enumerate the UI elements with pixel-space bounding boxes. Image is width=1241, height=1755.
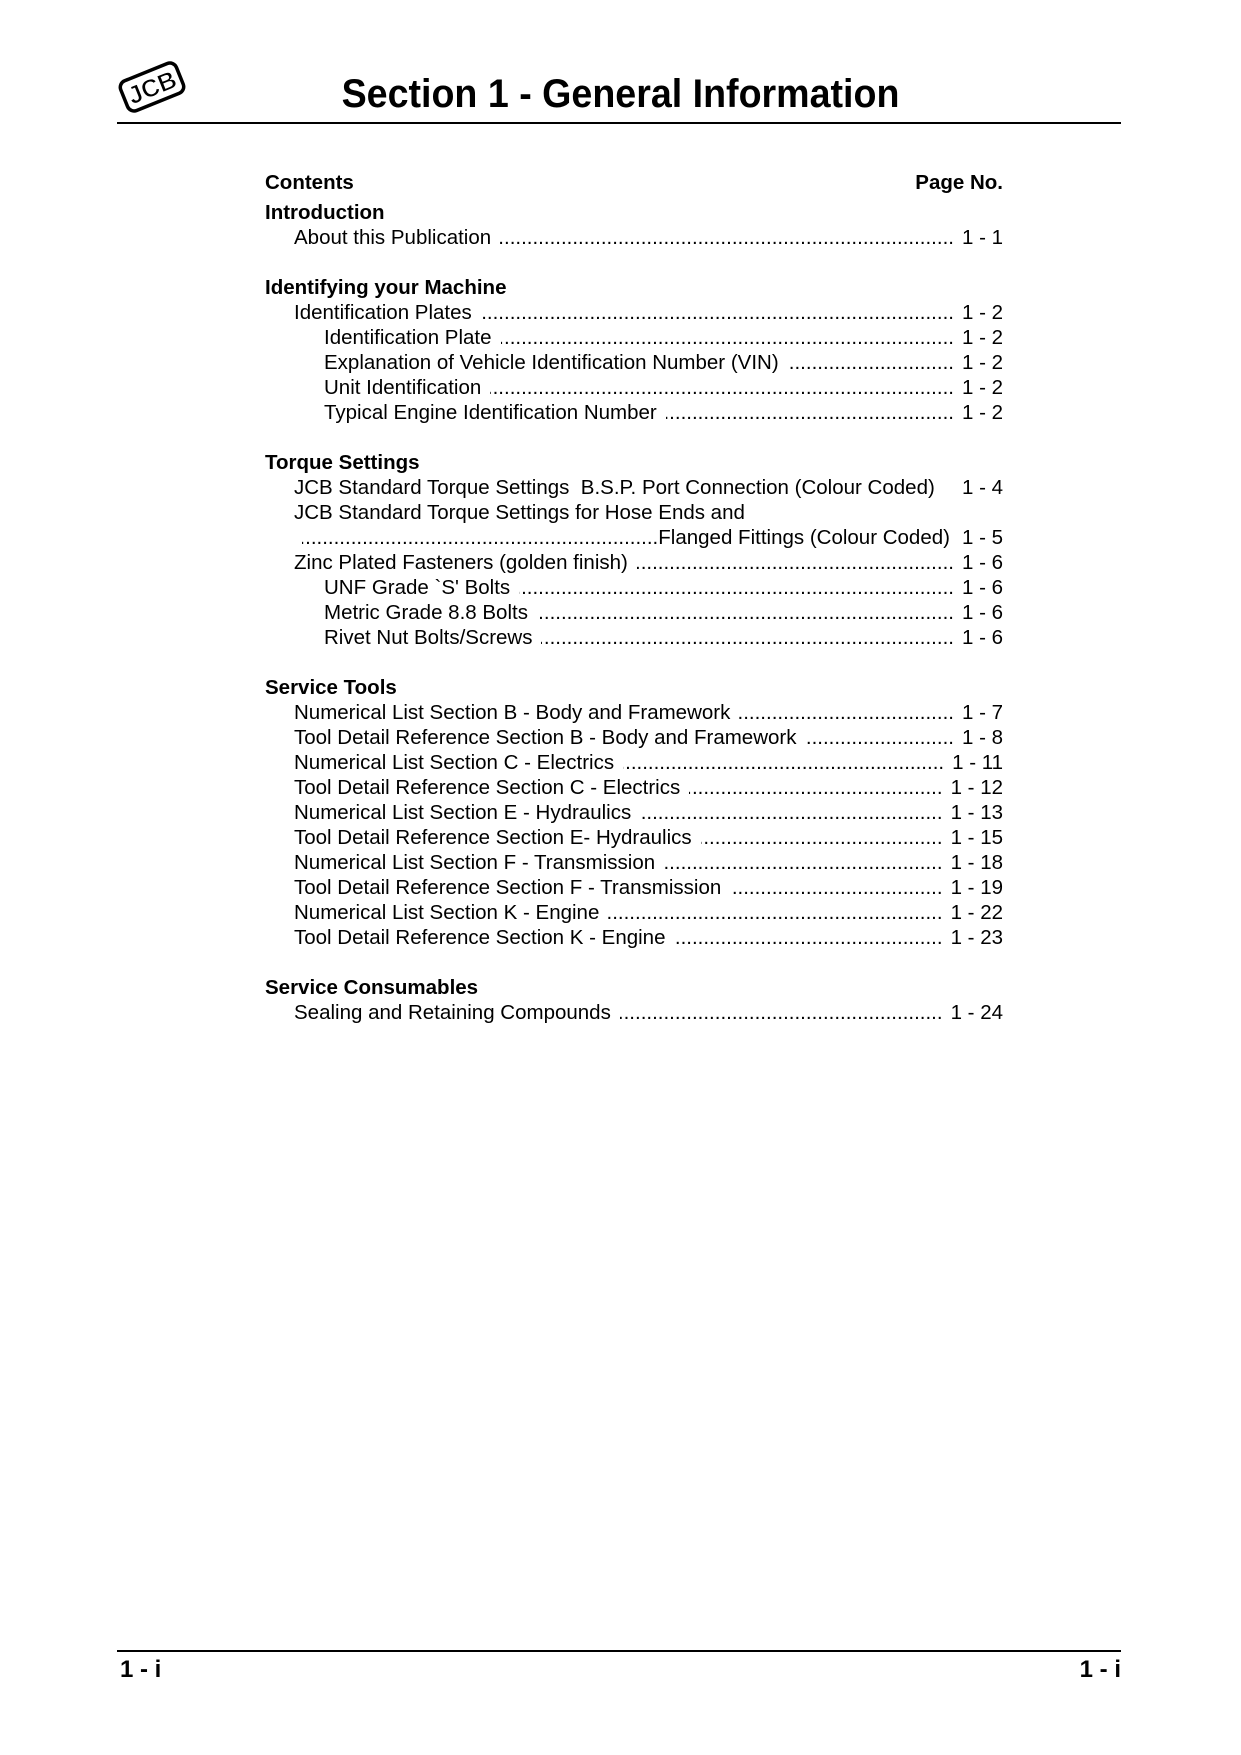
dot-leader	[519, 575, 954, 600]
dot-leader	[608, 900, 942, 925]
section-title: Service Consumables	[265, 976, 479, 999]
toc-entry-page: 1 - 6	[961, 626, 1003, 649]
toc-entry-label: Tool Detail Reference Section F - Transmission	[294, 876, 722, 899]
dot-leader	[674, 925, 942, 950]
toc-entry-page: 1 - 2	[961, 401, 1003, 424]
toc-entry	[265, 800, 1003, 825]
toc-entry-label: Typical Engine Identification Number	[324, 401, 657, 424]
toc-entry-page: 1 - 15	[950, 826, 1003, 849]
toc-entry	[265, 325, 1003, 350]
toc-section-service-consumables	[265, 975, 1003, 1025]
toc-entry-label: Explanation of Vehicle Identification Number (VIN)	[324, 351, 779, 374]
toc-entry-label: Numerical List Section B - Body and Framework	[294, 701, 731, 724]
dot-leader	[620, 1000, 943, 1025]
section-title: Introduction	[265, 201, 385, 224]
toc-entry-page: 1 - 6	[961, 551, 1003, 574]
toc-entry-label: Numerical List Section C - Electrics	[294, 751, 615, 774]
dot-leader	[739, 700, 954, 725]
toc-entry-label: JCB Standard Torque Settings B.S.P. Port Connection (Colour Coded)	[294, 476, 935, 499]
toc-section-introduction	[265, 200, 1003, 250]
toc-entry-label: Metric Grade 8.8 Bolts	[324, 601, 528, 624]
dot-leader	[490, 375, 954, 400]
toc-section-identifying-your-machine	[265, 275, 1003, 425]
toc-entry-page: 1 - 7	[961, 701, 1003, 724]
dot-leader	[537, 600, 954, 625]
toc-entry	[265, 1000, 1003, 1025]
toc-entry	[265, 850, 1003, 875]
toc-entry	[265, 350, 1003, 375]
toc-entry-page: 1 - 5	[961, 526, 1003, 549]
dot-leader	[541, 625, 953, 650]
toc-entry-page: 1 - 1	[961, 226, 1003, 249]
dot-leader	[805, 725, 953, 750]
contents-header-row	[265, 170, 1003, 195]
toc-entry-label: Identification Plates	[294, 301, 472, 324]
toc-entry-label: Tool Detail Reference Section K - Engine	[294, 926, 666, 949]
dot-leader	[637, 550, 954, 575]
toc-entry-page: 1 - 2	[961, 376, 1003, 399]
toc-entry-label: Sealing and Retaining Compounds	[294, 1001, 611, 1024]
dot-leader	[664, 850, 942, 875]
toc-entry	[265, 700, 1003, 725]
spacer	[935, 475, 950, 500]
toc-entry	[265, 600, 1003, 625]
page-number-heading: Page No.	[915, 171, 1003, 194]
toc-entry-label: Rivet Nut Bolts/Screws	[324, 626, 533, 649]
toc-entry-label: Numerical List Section F - Transmission	[294, 851, 656, 874]
toc-entry-page: 1 - 6	[961, 576, 1003, 599]
toc-entry-continued-line	[265, 525, 1003, 550]
toc-entry	[265, 400, 1003, 425]
section-title: Identifying your Machine	[265, 276, 507, 299]
dot-leader	[302, 525, 658, 550]
dot-leader	[788, 350, 954, 375]
toc-entry	[265, 725, 1003, 750]
table-of-contents	[265, 170, 1003, 1025]
logo-lettering: JCB	[123, 65, 181, 111]
toc-entry	[265, 475, 1003, 500]
section-title: Torque Settings	[265, 451, 420, 474]
dot-leader	[481, 300, 954, 325]
section-title: Service Tools	[265, 676, 397, 699]
page-number-left: 1 - i	[120, 1656, 162, 1683]
dot-leader	[500, 225, 954, 250]
toc-entry-label: Unit Identification	[324, 376, 482, 399]
toc-entry-label: Numerical List Section E - Hydraulics	[294, 801, 632, 824]
toc-entry	[265, 575, 1003, 600]
toc-entry-page: 1 - 24	[950, 1001, 1003, 1024]
toc-entry	[265, 550, 1003, 575]
toc-entry	[265, 825, 1003, 850]
dot-leader	[701, 825, 943, 850]
toc-entry	[265, 875, 1003, 900]
page-title: Section 1 - General Information	[341, 72, 900, 116]
toc-entry-page: 1 - 23	[950, 926, 1003, 949]
toc-entry	[265, 750, 1003, 775]
contents-heading: Contents	[265, 171, 354, 194]
toc-entry-label: Tool Detail Reference Section E- Hydraulics	[294, 826, 692, 849]
toc-entry	[265, 925, 1003, 950]
page-number-right: 1 - i	[1079, 1656, 1121, 1683]
spacer	[354, 170, 915, 195]
toc-entry-page: 1 - 18	[950, 851, 1003, 874]
toc-section-service-tools	[265, 675, 1003, 950]
toc-entry-label: Tool Detail Reference Section B - Body and Framework	[294, 726, 797, 749]
dot-leader	[501, 325, 954, 350]
toc-entry-label: About this Publication	[294, 226, 492, 249]
toc-entry	[265, 375, 1003, 400]
footer-rule	[117, 1650, 1121, 1652]
toc-entry-label: Zinc Plated Fasteners (golden finish)	[294, 551, 628, 574]
toc-entry-page: 1 - 2	[961, 326, 1003, 349]
toc-entry	[265, 775, 1003, 800]
dot-leader	[689, 775, 942, 800]
toc-entry	[265, 300, 1003, 325]
toc-entry-page: 1 - 22	[950, 901, 1003, 924]
toc-entry	[265, 225, 1003, 250]
toc-entry-label: JCB Standard Torque Settings for Hose Ends and	[294, 501, 745, 524]
toc-entry-page: 1 - 12	[950, 776, 1003, 799]
dot-leader	[730, 875, 942, 900]
dot-leader	[640, 800, 942, 825]
toc-section-torque-settings	[265, 450, 1003, 650]
toc-entry-page: 1 - 13	[950, 801, 1003, 824]
dot-leader	[623, 750, 944, 775]
toc-entry-label: Identification Plate	[324, 326, 492, 349]
toc-entry-page: 1 - 11	[952, 751, 1003, 774]
toc-entry-first-line	[265, 500, 1003, 525]
toc-entry-label: Numerical List Section K - Engine	[294, 901, 600, 924]
toc-entry-page: 1 - 6	[961, 601, 1003, 624]
toc-entry-label-continued: Flanged Fittings (Colour Coded)	[658, 526, 950, 549]
toc-entry-label: UNF Grade `S' Bolts	[324, 576, 511, 599]
toc-entry	[265, 900, 1003, 925]
toc-entry-page: 1 - 2	[961, 301, 1003, 324]
toc-entry-label: Tool Detail Reference Section C - Electrics	[294, 776, 681, 799]
header-rule	[117, 122, 1121, 124]
toc-entry	[265, 625, 1003, 650]
toc-entry-page: 1 - 2	[961, 351, 1003, 374]
toc-entry-page: 1 - 4	[961, 476, 1003, 499]
toc-entry-page: 1 - 19	[950, 876, 1003, 899]
dot-leader	[666, 400, 954, 425]
toc-entry-page: 1 - 8	[961, 726, 1003, 749]
